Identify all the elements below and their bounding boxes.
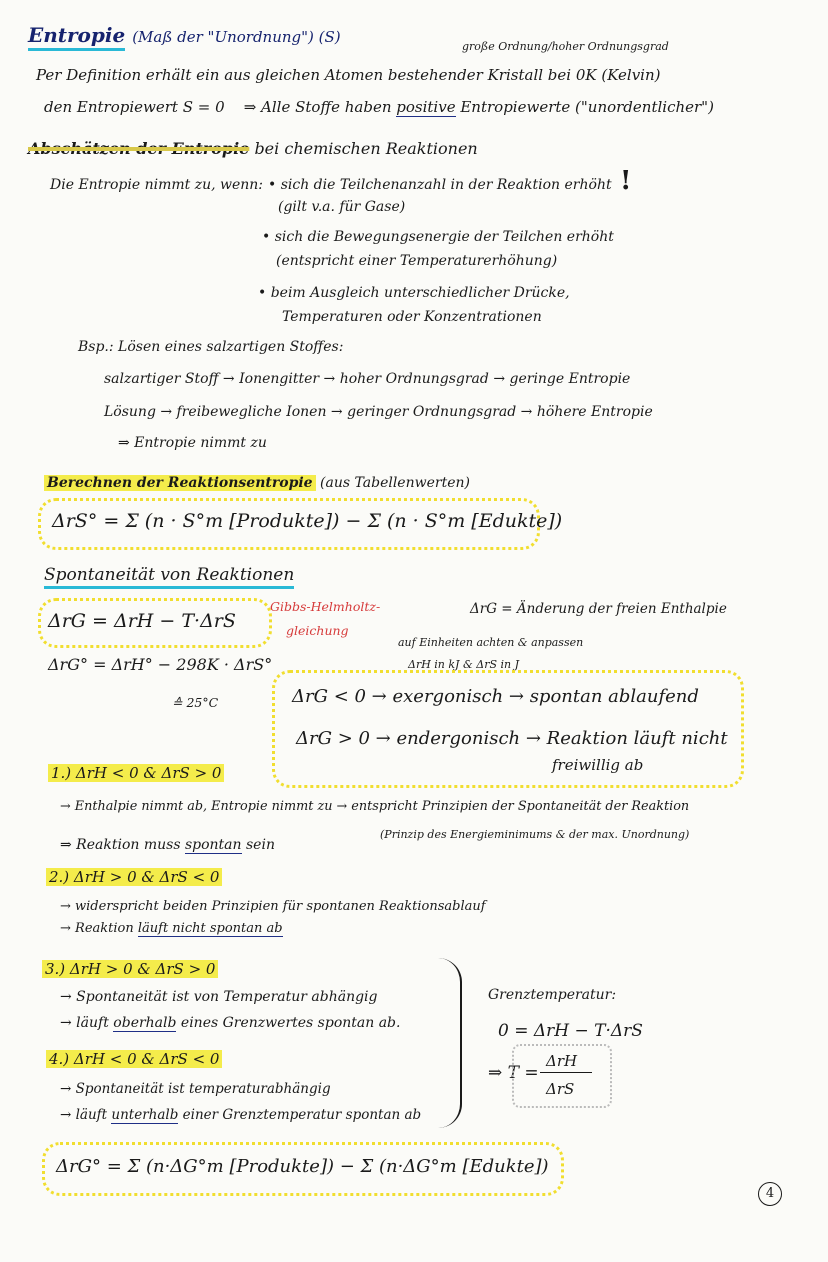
example-title: Bsp.: Lösen eines salzartigen Stoffes: [78, 339, 344, 355]
reaction-entropy-heading [44, 474, 470, 492]
case-3-line-2c: eines Grenzwertes spontan ab. [180, 1015, 401, 1031]
bullet-1b: (gilt v.a. für Gase) [278, 199, 406, 215]
positive-word: positive [396, 98, 456, 116]
gibbs-label-2: gleichung [286, 623, 349, 638]
case-1-line-2 [60, 836, 275, 854]
case-1-title-text: 1.) ΔrH < 0 & ΔrS > 0 [48, 764, 224, 782]
case-2-line-1: → widerspricht beiden Prinzipien für spontanen Reaktionsablauf [60, 899, 486, 914]
gibbs-equation: ΔrG = ΔrH − T·ΔrS [48, 610, 236, 632]
case-endergonic: ΔrG > 0 → endergonisch → Reaktion läuft nicht [296, 728, 728, 749]
estimate-heading [28, 140, 478, 158]
case-1-line-2c: sein [246, 837, 275, 853]
definition-line-2 [44, 98, 714, 116]
case-1-title [48, 764, 224, 782]
case-2-not-spontan: läuft nicht spontan ab [137, 921, 283, 936]
spontaneity-heading [44, 566, 294, 584]
case-4-line-1: → Spontaneität ist temperaturabhängig [60, 1081, 331, 1097]
bullet-2b: (entspricht einer Temperaturerhöhung) [276, 253, 558, 269]
case-4-line-2a: → läuft [60, 1107, 108, 1123]
bullet-1: • sich die Teilchenanzahl in der Reaktion erhöht [268, 177, 612, 193]
temperature-note: ≙ 25°C [172, 695, 219, 710]
case-2-title [46, 868, 222, 886]
grenz-title: Grenztemperatur: [488, 987, 617, 1003]
grenz-denominator: ΔrS [546, 1080, 575, 1098]
grenz-equation: 0 = ΔrH − T·ΔrS [498, 1021, 643, 1041]
grenz-numerator: ΔrH [546, 1052, 578, 1070]
delta-g-definition: ΔrG = Änderung der freien Enthalpie [470, 601, 727, 617]
estimate-intro: Die Entropie nimmt zu, wenn: [50, 177, 264, 193]
example-line-3: ⇒ Entropie nimmt zu [118, 435, 267, 451]
case-3-title-text: 3.) ΔrH > 0 & ΔrS > 0 [42, 960, 218, 978]
reaction-entropy-heading-rest: (aus Tabellenwerten) [320, 475, 470, 491]
case-3-oberhalb: oberhalb [113, 1015, 177, 1031]
entropy-values: Entropiewerte ("unordentlicher") [460, 98, 714, 116]
estimate-heading-strike: Abschätzen der Entropie [28, 139, 250, 158]
case-4-unterhalb: unterhalb [111, 1107, 179, 1123]
case-2-title-text: 2.) ΔrH > 0 & ΔrS < 0 [46, 868, 222, 886]
curly-bracket [438, 958, 462, 1128]
standard-gibbs: ΔrG° = ΔrH° − 298K · ΔrS° [48, 655, 273, 674]
case-4-title-text: 4.) ΔrH < 0 & ΔrS < 0 [46, 1050, 222, 1068]
entropy-zero: den Entropiewert S = 0 [44, 98, 225, 116]
case-3-title [42, 960, 218, 978]
reaction-entropy-heading-main: Berechnen der Reaktionsentropie [44, 475, 316, 491]
grenz-box [512, 1044, 612, 1108]
bullet-3b: Temperaturen oder Konzentrationen [282, 309, 542, 325]
case-2-line-2a: → Reaktion [60, 921, 134, 936]
case-3-line-1: → Spontaneität ist von Temperatur abhängig [60, 989, 378, 1005]
case-4-title [46, 1050, 222, 1068]
exclamation-icon: ! [620, 166, 632, 196]
all-substances: ⇒ Alle Stoffe haben [243, 98, 392, 116]
bullet-2: • sich die Bewegungsenergie der Teilchen erhöht [262, 229, 614, 245]
title-entropie: Entropie [28, 23, 125, 51]
page-number: 4 [758, 1182, 782, 1206]
case-2-line-2 [60, 920, 283, 938]
example-line-1: salzartiger Stoff → Ionengitter → hoher Ordnungsgrad → geringe Entropie [104, 371, 631, 387]
case-3-line-2a: → läuft [60, 1015, 109, 1031]
case-4-line-2 [60, 1106, 421, 1124]
note-top: große Ordnung/hoher Ordnungsgrad [462, 40, 669, 53]
estimate-heading-rest: bei chemischen Reaktionen [254, 139, 478, 158]
case-1-spontan: spontan [184, 837, 242, 853]
case-3-line-2 [60, 1014, 400, 1032]
bullet-3: • beim Ausgleich unterschiedlicher Drücke, [258, 285, 570, 301]
example-line-2: Lösung → freibewegliche Ionen → geringer Ordnungsgrad → höhere Entropie [104, 404, 653, 420]
grenz-t: ⇒ T = [488, 1063, 539, 1083]
gibbs-label-1: Gibbs-Helmholtz- [270, 599, 381, 614]
units-note-1: auf Einheiten achten & anpassen [398, 636, 584, 649]
entropy-formula: ΔrS° = Σ (n · S°m [Produkte]) − Σ (n · S°m [Edukte]) [52, 510, 563, 532]
page-title [28, 23, 341, 47]
case-endergonic-2: freiwillig ab [552, 756, 644, 774]
gibbs-sum-formula: ΔrG° = Σ (n·ΔG°m [Produkte]) − Σ (n·ΔG°m [Edukte]) [56, 1156, 549, 1177]
case-4-line-2c: einer Grenztemperatur spontan ab [182, 1107, 422, 1123]
spontaneity-heading-text: Spontaneität von Reaktionen [44, 565, 294, 589]
case-1-note: (Prinzip des Energieminimums & der max. Unordnung) [380, 828, 690, 841]
units-note-2: ΔrH in kJ & ΔrS in J [408, 658, 519, 671]
case-exergonic: ΔrG < 0 → exergonisch → spontan ablaufend [292, 686, 699, 707]
case-1-line-2a: ⇒ Reaktion muss [60, 837, 181, 853]
case-1-line-1: → Enthalpie nimmt ab, Entropie nimmt zu → entspricht Prinzipien der Spontaneität der Reaktion [60, 799, 690, 814]
title-subtitle: (Maß der "Unordnung") (S) [132, 28, 341, 46]
definition-line-1: Per Definition erhält ein aus gleichen Atomen bestehender Kristall bei 0K (Kelvin) [36, 66, 661, 84]
